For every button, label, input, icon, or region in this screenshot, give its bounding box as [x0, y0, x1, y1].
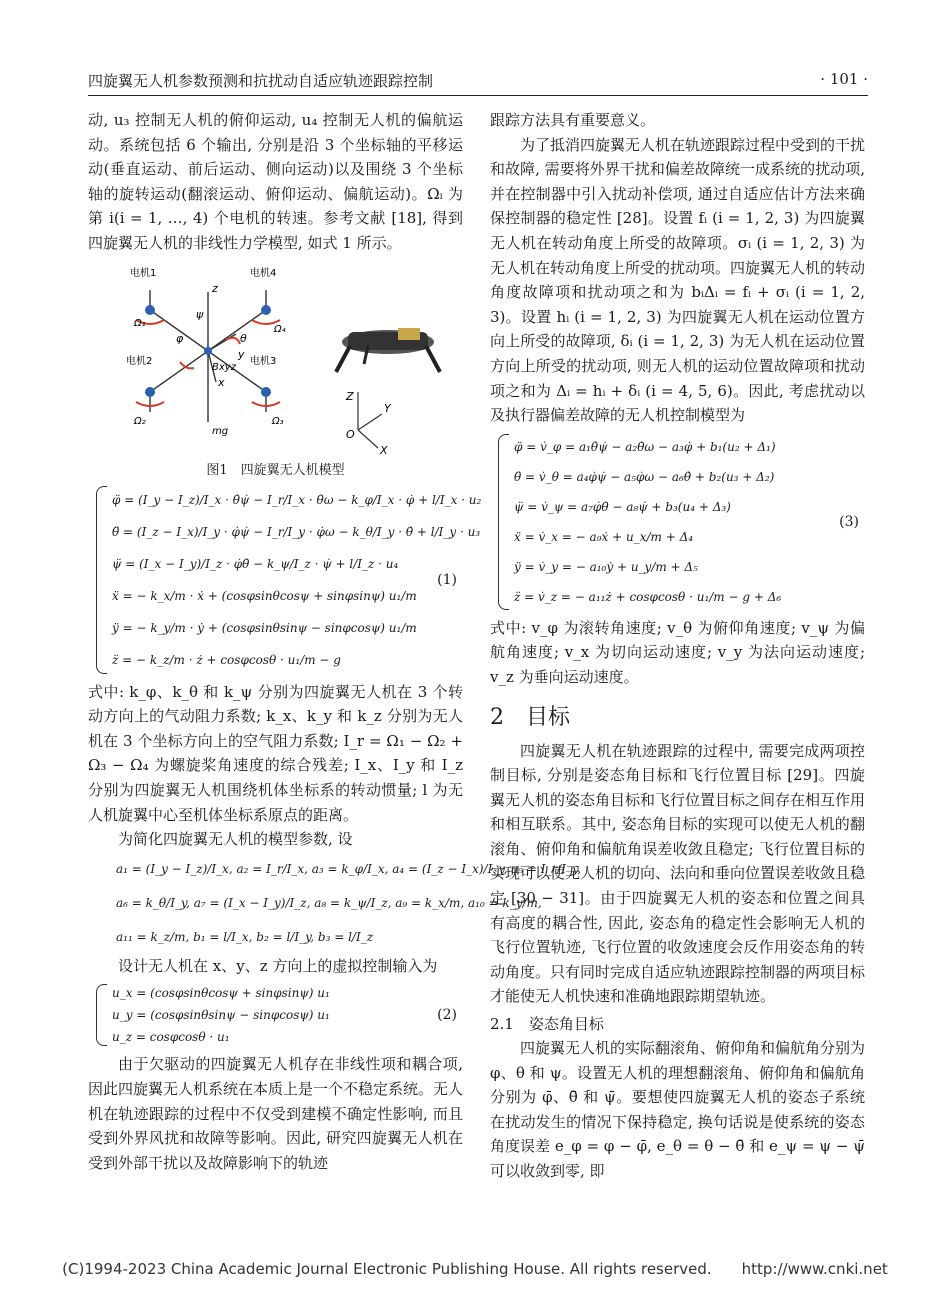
drone-photo [336, 328, 440, 372]
running-header [88, 68, 868, 92]
right-paragraph-4: 四旋翼无人机在轨迹跟踪的过程中, 需要完成两项控制目标, 分别是姿态角目标和飞行位置目标 [29]。四旋翼无人机的姿态角目标和飞行位置目标之间存在相互作用和相互联系。其中, 姿态角目标的实现可以使无人机的翻滚角、俯仰角和偏航角误差收敛且稳定; 飞行位置目标的实现可以使无人机的切向、法向和垂向位置误差收敛且稳定 [30 − 31]。由于四旋翼无人机的姿态和位置之间具有高度的耦合性, 因此, 姿态角的稳定性会影响无人机的飞行位置轨迹, 飞行位置的收敛速度会反作用姿态角的转动角度。只有同时完成自适应轨迹跟踪控制器的两项目标才能使无人机快速和准确地跟踪期望轨迹。 [490, 741, 866, 1006]
equation-1-brace [96, 486, 107, 674]
world-z-label: Z [346, 389, 354, 403]
world-y-label: Y [384, 401, 391, 415]
phi-label: φ [176, 331, 184, 345]
world-x-label: X [380, 443, 388, 457]
equation-3-row: ÿ = v̇_y = − a₁₀ẏ + u_y/m + Δ₅ [514, 559, 698, 574]
section-2-title: 2 目标 [490, 704, 570, 730]
equation-3-row: φ̈ = v̇_φ = a₁θ̇ψ̇ − a₂θ̇ω − a₃φ̇ + b₁(u₂ + Δ₁) [514, 439, 776, 454]
z-axis-label: z [212, 281, 218, 295]
equation-2-brace [96, 984, 107, 1046]
y-axis-label: y [238, 347, 245, 361]
equation-2-number: (2) [437, 1007, 457, 1024]
motor-1-label: 电机1 [130, 267, 157, 279]
left-paragraph-1: 动, u₃ 控制无人机的俯仰运动, u₄ 控制无人机的偏航运动。系统包括 6 个输出, 分别是沿 3 个坐标轴的平移运动(垂直运动、前后运动、侧向运动)以及围绕 3 个坐标轴的旋转运动(翻滚运动、俯仰运动、偏航运动)。Ωᵢ 为第 i(i = 1, …, 4) 个电机的转速。参考文献 [18], 得到四旋翼无人机的非线性力学模型, 如式 1 所示。 [88, 111, 463, 252]
omega-4-label: Ω₄ [274, 323, 286, 335]
right-paragraph-2: 为了抵消四旋翼无人机在轨迹跟踪过程中受到的干扰和故障, 需要将外界干扰和偏差故障统一成系统的扰动项, 并在控制器中引入扰动补偿项, 通过自适应估计方法来确保控制器的稳定性 [28]。设置 fᵢ (i = 1, 2, 3) 为四旋翼无人机在转动角度上所受的故障项。σᵢ (i = 1, 2, 3) 为无人机在转动角度上所受的扰动项。四旋翼无人机的转动角度故障项和扰动项之和为 bᵢΔᵢ = fᵢ + σᵢ (i = 1, 2, 3)。设置 hᵢ (i = 1, 2, 3) 为四旋翼无人机在运动位置方向上所受的故障项, δᵢ (i = 1, 2, 3) 为无人机在运动位置方向上所受的扰动项, 则无人机的运动位置故障项和扰动项之和为 Δᵢ = hᵢ + δᵢ (i = 4, 5, 6)。因此, 考虑扰动以及执行器偏差故障的无人机控制模型为 [490, 135, 866, 425]
parameter-row: a₆ = k_θ/I_y, a₇ = (I_x − I_y)/I_z, a₈ = k_ψ/I_z, a₉ = k_x/m, a₁₀ = k_y/m, [116, 895, 542, 910]
equation-3-row: θ̈ = v̇_θ = a₄φ̇ψ̇ − a₅φ̇ω − a₆θ̇ + b₂(u₃ + Δ₂) [514, 469, 775, 484]
right-paragraph-1: 跟踪方法具有重要意义。 [490, 111, 656, 129]
theta-label: θ [240, 331, 247, 345]
equation-1-row: ÿ = − k_y/m · ẏ + (cosφsinθsinψ − sinφcosψ) u₁/m [112, 620, 417, 635]
motor-4-label: 电机4 [250, 267, 277, 279]
quadrotor-diagram [88, 262, 463, 457]
world-origin-label: O [346, 427, 355, 441]
header-rule [88, 95, 868, 96]
parameter-row: a₁ = (I_y − I_z)/I_x, a₂ = I_r/I_x, a₃ = k_φ/I_x, a₄ = (I_z − I_x)/I_y, a₅ = I_r/I_y, [116, 861, 582, 876]
omega-2-label: Ω₂ [134, 415, 146, 427]
equation-1-number: (1) [437, 571, 457, 588]
right-paragraph-3: 式中: v_φ 为滚转角速度; v_θ 为俯仰角速度; v_ψ 为偏航角速度; v_x 为切向运动速度; v_y 为法向运动速度; v_z 为垂向运动速度。 [490, 618, 865, 686]
psi-label: ψ [196, 307, 204, 321]
motor-2-label: 电机2 [126, 355, 153, 367]
equation-2-row: u_z = cosφcosθ · u₁ [112, 1030, 230, 1045]
page-number: · 101 · [820, 70, 868, 88]
parameter-row: a₁₁ = k_z/m, b₁ = l/I_x, b₂ = l/I_y, b₃ = l/I_z [116, 929, 374, 944]
equation-3-row: ẍ = v̇_x = − a₉ẋ + u_x/m + Δ₄ [514, 529, 694, 544]
equation-2 [88, 982, 463, 1048]
right-paragraph-5: 四旋翼无人机的实际翻滚角、俯仰角和偏航角分别为 φ、θ 和 ψ。设置无人机的理想翻滚角、俯仰角和偏航角分别为 φ̄、θ̄ 和 ψ̄。要想使四旋翼无人机的姿态子系统在扰动发生的情况下保持稳定, 换句话说是使系统的姿态角度误差 e_φ = φ − φ̄, e_θ = θ − θ̄ 和 e_ψ = ψ − ψ̄ 可以收敛到零, 即 [490, 1039, 866, 1180]
equation-1 [88, 484, 482, 676]
x-axis-label: x [218, 375, 225, 389]
equation-1-row: φ̈ = (I_y − I_z)/I_x · θ̇ψ̇ − I_r/I_x · θ̇ω − k_φ/I_x · φ̇ + l/I_x · u₂ [112, 492, 482, 507]
figure-1-caption: 图1 四旋翼无人机模型 [206, 462, 345, 478]
left-paragraph-5: 由于欠驱动的四旋翼无人机存在非线性项和耦合项, 因此四旋翼无人机系统在本质上是一个不稳定系统。无人机在轨迹跟踪的过程中不仅受到建模不确定性影响, 而且受到外界风扰和故障等影响。因此, 研究四旋翼无人机在受到外部干扰以及故障影响下的轨迹 [88, 1055, 464, 1172]
equation-3-row: z̈ = v̇_z = − a₁₁ż + cosφcosθ · u₁/m − g + Δ₆ [514, 589, 782, 604]
copyright-footer: (C)1994-2023 China Academic Journal Electronic Publishing House. All rights reserved. http://www.cnki.net [62, 1260, 888, 1278]
left-paragraph-2: 式中: k_φ、k_θ 和 k_ψ 分别为四旋翼无人机在 3 个转动方向上的气动阻力系数; k_x、k_y 和 k_z 分别为无人机在 3 个坐标方向上的空气阻力系数; I_r = Ω₁ − Ω₂ + Ω₃ − Ω₄ 为螺旋桨角速度的综合残差; I_x、I_y 和 I_z 分别为四旋翼无人机围绕机体坐标系的转动惯量; l 为无人机旋翼中心至机体坐标系原点的距离。 [88, 682, 463, 824]
equation-1-row: ψ̈ = (I_x − I_y)/I_z · φ̇θ̇ − k_ψ/I_z · ψ̇ + l/I_z · u₄ [112, 556, 399, 571]
quadrotor-figure [88, 262, 463, 457]
left-paragraph-4: 设计无人机在 x、y、z 方向上的虚拟控制输入为 [118, 956, 438, 975]
omega-3-label: Ω₃ [272, 415, 284, 427]
equation-2-row: u_y = (cosφsinθsinψ − sinφcosψ) u₁ [112, 1008, 330, 1023]
omega-1-label: Ω₁ [134, 317, 146, 329]
equation-3-brace [498, 434, 509, 610]
running-title: 四旋翼无人机参数预测和抗扰动自适应轨迹跟踪控制 [88, 72, 434, 90]
subsection-2-1-title: 2.1 姿态角目标 [490, 1015, 604, 1034]
body-frame-label: Bxyz [212, 361, 236, 373]
gravity-label: mg [212, 425, 229, 437]
motor-3-label: 电机3 [250, 355, 277, 367]
equation-3 [490, 432, 865, 612]
equation-1-row: ẍ = − k_x/m · ẋ + (cosφsinθcosψ + sinφsinψ) u₁/m [112, 588, 417, 603]
equation-3-row: ψ̈ = v̇_ψ = a₇φ̇θ̇ − a₈ψ̇ + b₃(u₄ + Δ₃) [514, 499, 731, 514]
left-paragraph-3: 为简化四旋翼无人机的模型参数, 设 [118, 830, 353, 849]
right-column [490, 108, 865, 1184]
parameter-definitions [88, 852, 582, 954]
equation-2-row: u_x = (cosφsinθcosψ + sinφsinψ) u₁ [112, 986, 330, 1001]
equation-1-row: θ̈ = (I_z − I_x)/I_y · φ̇ψ̇ − I_r/I_y · φ̇ω − k_θ/I_y · θ̇ + l/I_y · u₃ [112, 524, 481, 539]
equation-3-number: (3) [839, 513, 859, 530]
equation-1-row: z̈ = − k_z/m · ż + cosφcosθ · u₁/m − g [112, 652, 341, 667]
